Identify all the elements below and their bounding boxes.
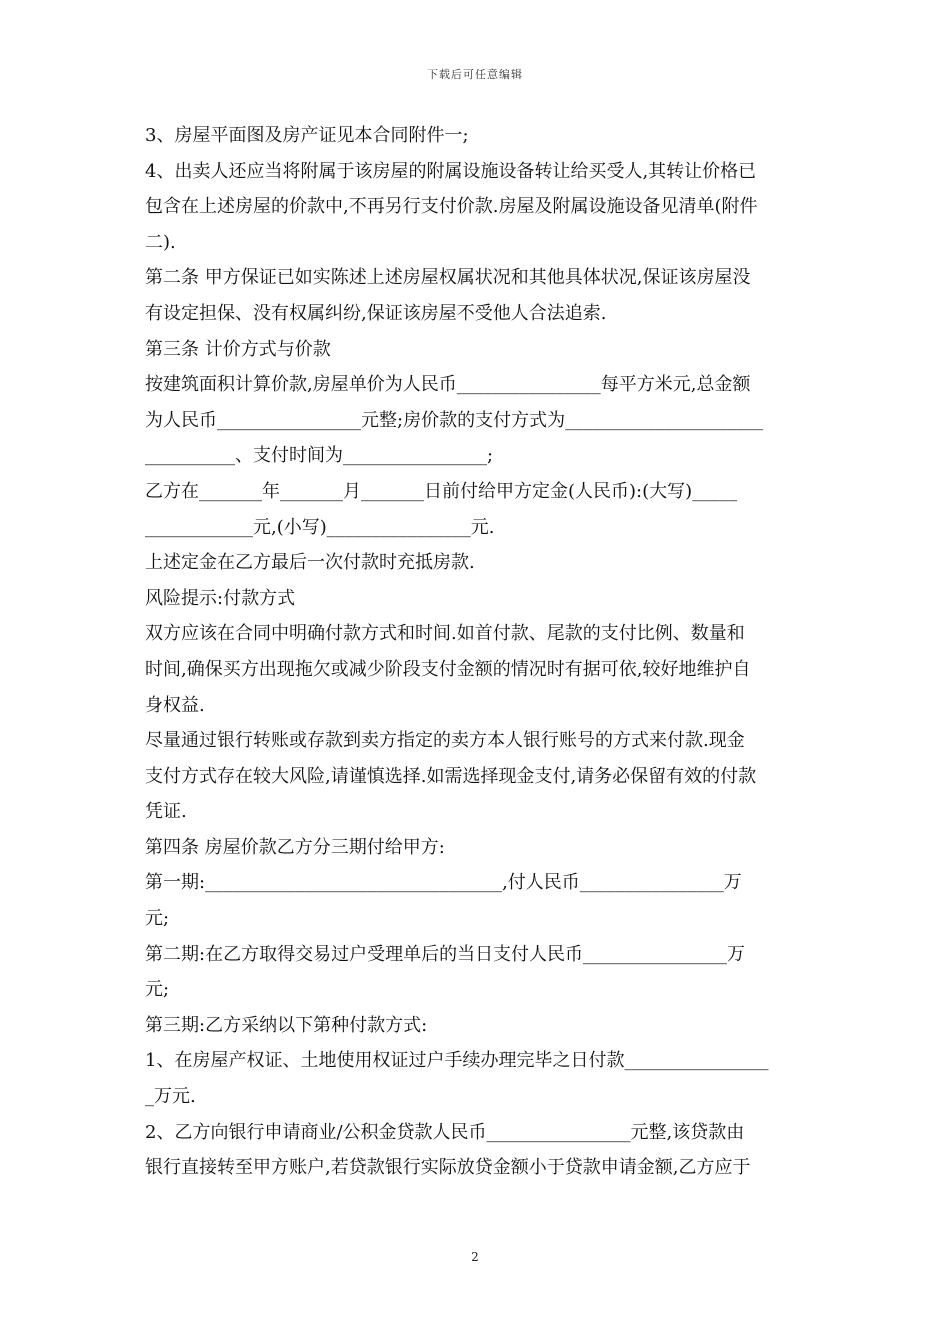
text-line: 1、在房屋产权证、土地使用权证过户手续办理完毕之日付款________________ [145, 1050, 769, 1072]
text-line: 第一期:_________________________________,付人民币________________万 [145, 872, 742, 894]
text-line: 二). [145, 231, 176, 253]
text-line: 2、乙方向银行申请商业/公积金贷款人民币________________元整,该贷款由 [145, 1121, 745, 1143]
text-line: __________、支付时间为________________; [145, 445, 494, 467]
text-line: 支付方式存在较大风险,请谨慎选择.如需选择现金支付,请务必保留有效的付款 [145, 765, 757, 787]
text-line: 时间,确保买方出现拖欠或减少阶段支付金额的情况时有据可依,较好地维护自 [145, 658, 751, 680]
text-line: 尽量通过银行转账或存款到卖方指定的卖方本人银行账号的方式来付款.现金 [145, 730, 745, 752]
text-line: 3、房屋平面图及房产证见本合同附件一; [145, 125, 469, 146]
text-line: 为人民币________________元整;房价款的支付方式为______________________ [145, 409, 764, 431]
text-line: 凭证. [145, 801, 187, 823]
text-line: 乙方在_______年_______月_______日前付给甲方定金(人民币):(大写)_____ [145, 480, 738, 502]
text-line: 第二期:在乙方取得交易过户受理单后的当日支付人民币________________万 [145, 943, 746, 965]
text-line: 第二条 甲方保证已如实陈述上述房屋权属状况和其他具体状况,保证该房屋没 [145, 267, 751, 289]
text-line: 上述定金在乙方最后一次付款时充抵房款. [145, 552, 475, 574]
text-line: ____________元,(小写)________________元. [145, 516, 495, 538]
text-line: 第三条 计价方式与价款 [145, 338, 331, 360]
text-line: _万元. [145, 1086, 196, 1108]
text-line: 按建筑面积计算价款,房屋单价为人民币________________每平方米元,总金额 [145, 374, 751, 396]
text-line: 有设定担保、没有权属纠纷,保证该房屋不受他人合法追索. [145, 302, 607, 324]
text-line: 包含在上述房屋的价款中,不再另行支付价款.房屋及附属设施设备见清单(附件 [145, 196, 758, 218]
text-line: 身权益. [145, 694, 205, 716]
text-line: 银行直接转至甲方账户,若贷款银行实际放贷金额小于贷款申请金额,乙方应于 [145, 1157, 751, 1179]
document-body [145, 118, 805, 1186]
text-line: 元; [145, 979, 170, 1001]
page-number: 2 [471, 1250, 479, 1264]
text-line: 第三期:乙方采纳以下第种付款方式: [145, 1014, 428, 1036]
text-line: 双方应该在合同中明确付款方式和时间.如首付款、尾款的支付比例、数量和 [145, 623, 745, 645]
text-line: 4、出卖人还应当将附属于该房屋的附属设施设备转让给买受人,其转让价格已 [145, 160, 757, 182]
text-line: 风险提示:付款方式 [145, 587, 296, 609]
page-header-watermark: 下载后可任意编辑 [427, 68, 523, 81]
text-line: 第四条 房屋价款乙方分三期付给甲方: [145, 836, 445, 858]
text-line: 元; [145, 908, 170, 930]
